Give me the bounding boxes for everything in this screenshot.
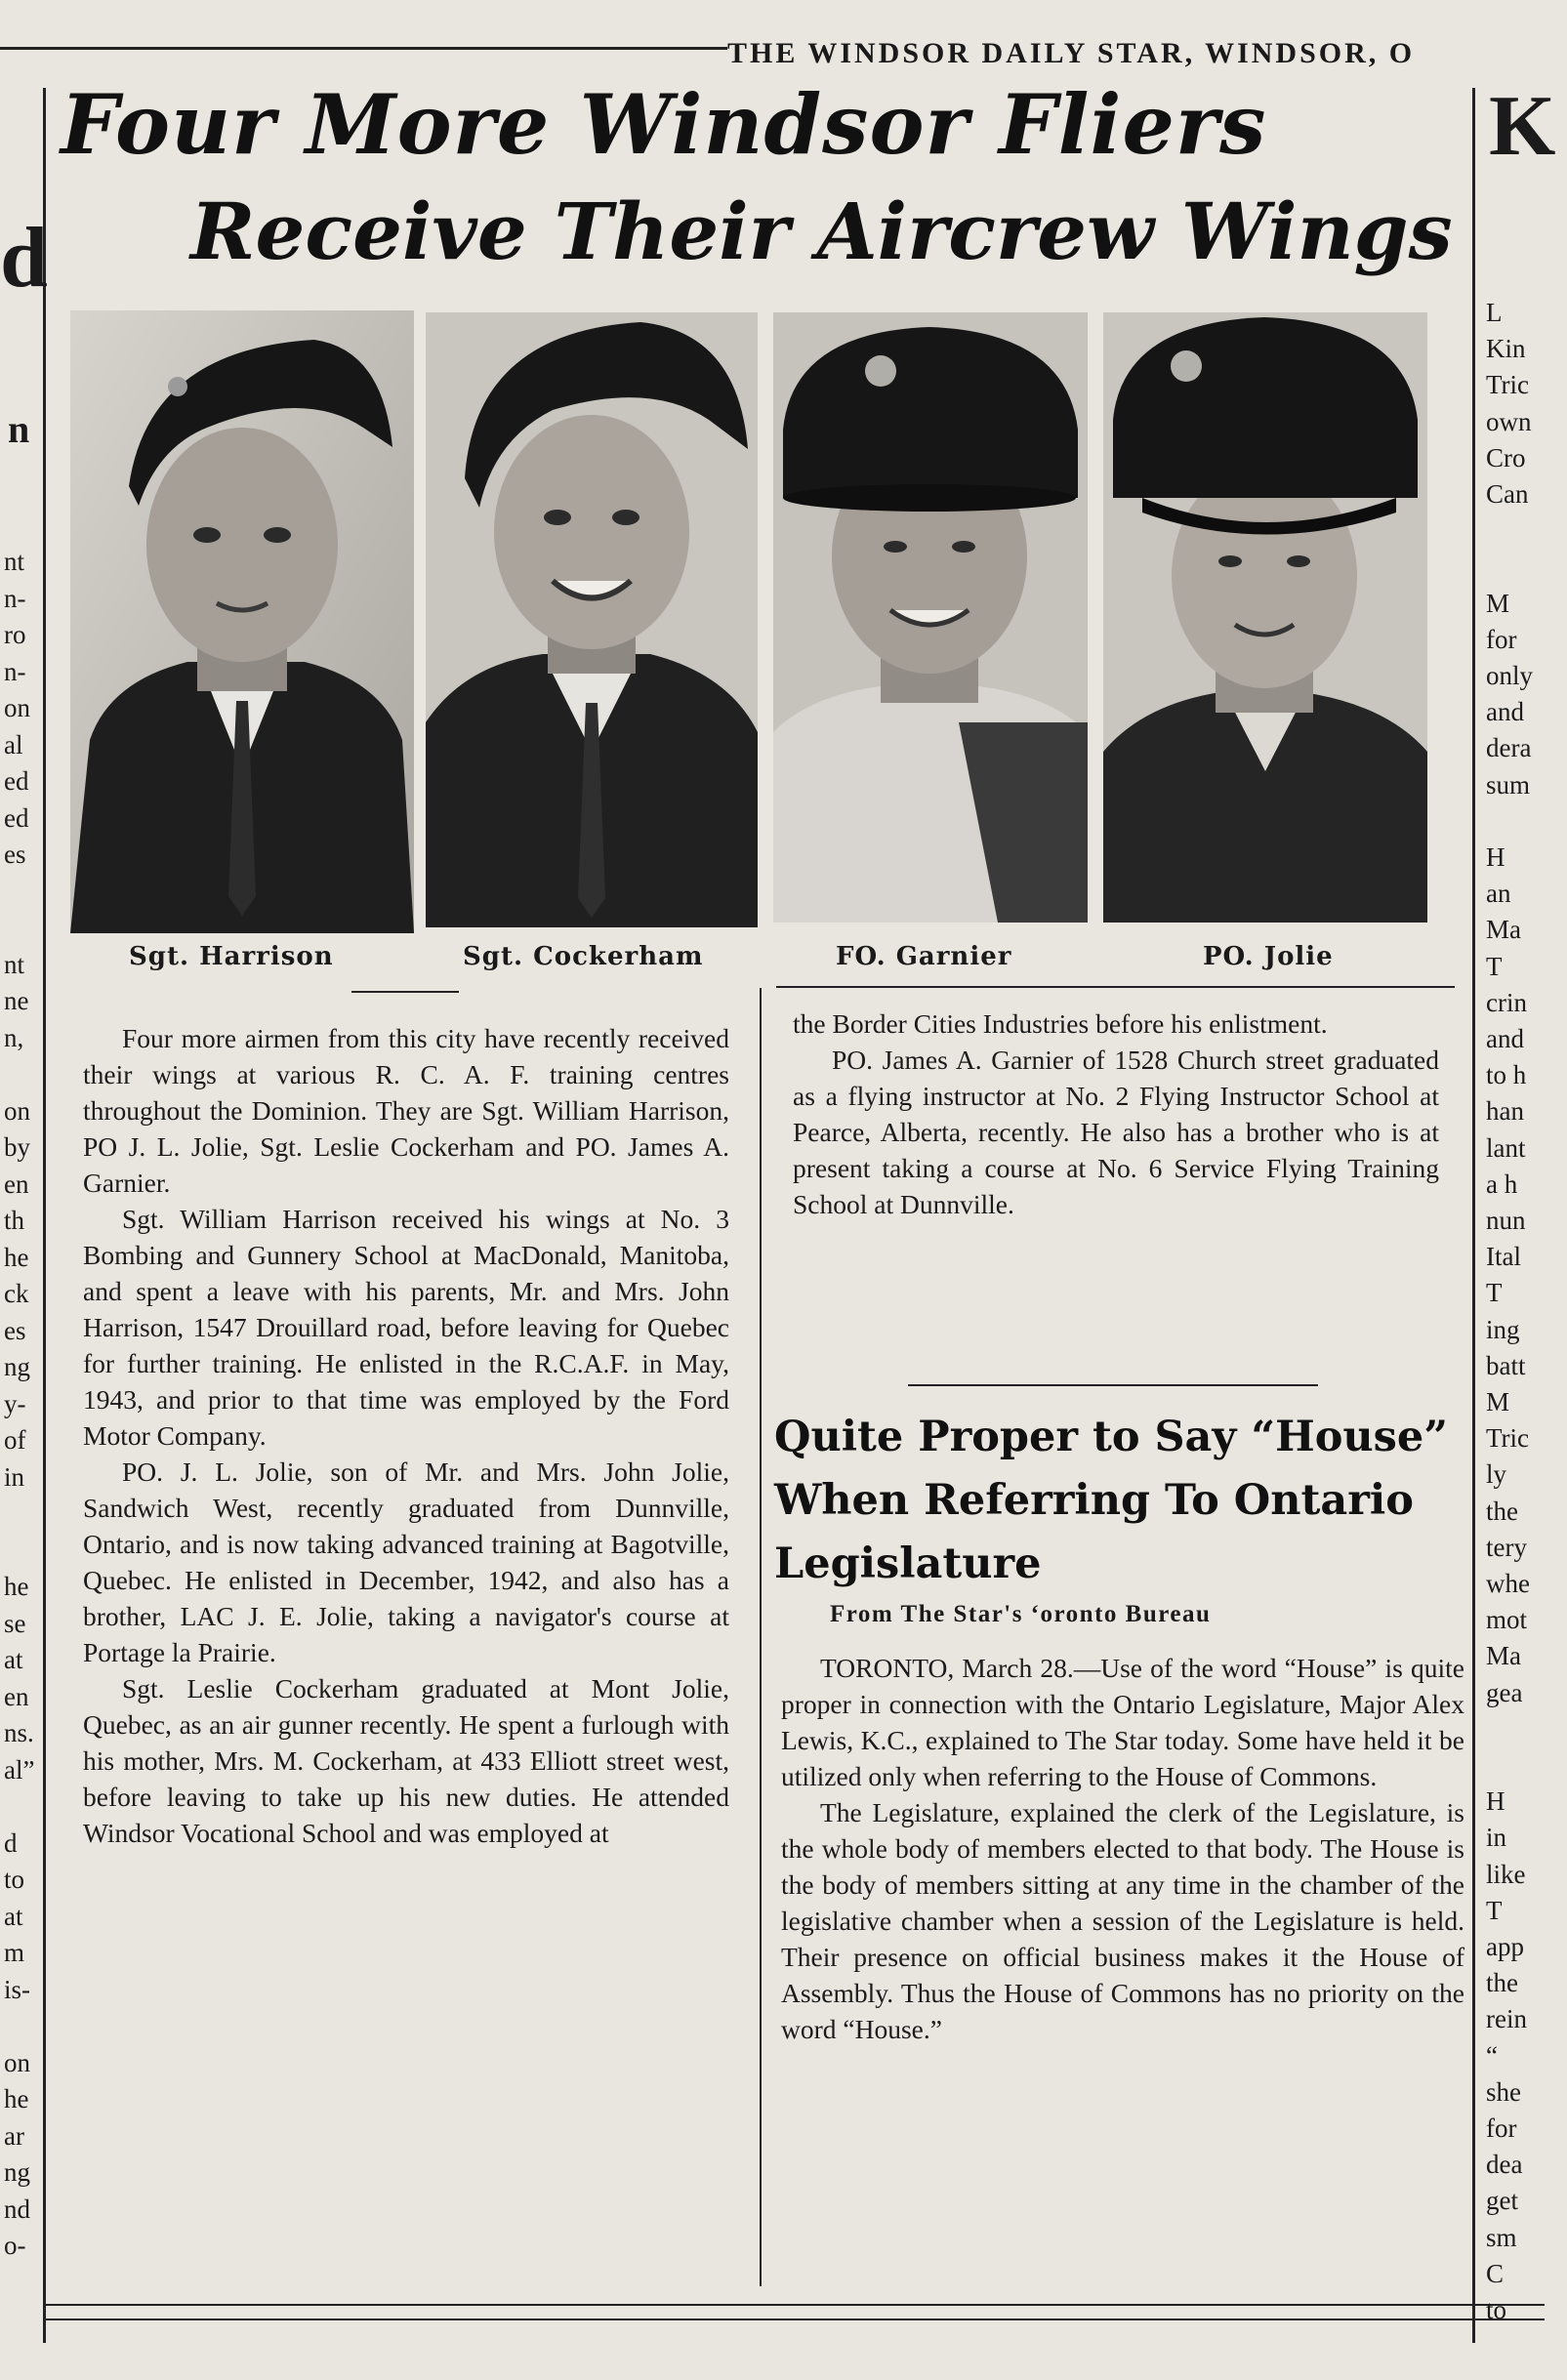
photo-garnier [773, 312, 1088, 923]
column-rule-right [1472, 88, 1475, 2343]
left-edge-fragment: m [4, 1938, 25, 1967]
right-edge-fragment: T [1486, 1278, 1503, 1308]
left-edge-fragment: at [4, 1901, 23, 1931]
left-edge-fragment: by [4, 1132, 30, 1162]
left-edge-fragment: nd [4, 2194, 30, 2224]
right-edge-fragment: in [1486, 1823, 1507, 1853]
second-story-paragraph-1: TORONTO, March 28.—Use of the word “House” is quite proper in connection with the Ontario Legislature, Major Alex Lewis, K.C., explained to The Star today. Some have held it be utilized only when referring to the House of Commons. [781, 1653, 1464, 1791]
right-edge-fragment: Cro [1486, 442, 1526, 472]
right-edge-fragment: tery [1486, 1532, 1527, 1562]
right-edge-fragment: for [1486, 624, 1517, 654]
paragraph-jolie: PO. J. L. Jolie, son of Mr. and Mrs. John Jolie, Sandwich West, recently graduated from Dunnville, Ontario, and is now taking advanced training at Bagotville, Quebec. He enlisted in December, 1942, and also has a brother, LAC J. E. Jolie, taking a navigator's course at Portage la Prairie. [83, 1457, 729, 1667]
caption-cockerham: Sgt. Cockerham [463, 942, 704, 971]
right-edge-fragment: she [1486, 2076, 1521, 2107]
masthead-rule-left [0, 47, 727, 50]
photo-cockerham [426, 312, 758, 927]
left-edge-fragment: al” [4, 1754, 35, 1785]
right-edge-fragment: crin [1486, 987, 1527, 1017]
left-edge-fragment: of [4, 1425, 26, 1455]
right-edge-fragment: like [1486, 1859, 1526, 1889]
left-edge-fragment: nt [4, 949, 25, 979]
left-edge-fragment: in [4, 1461, 25, 1492]
right-edge-fragment: and [1486, 1024, 1524, 1053]
caption-jolie: PO. Jolie [1203, 942, 1334, 971]
left-edge-fragment: on [4, 693, 30, 722]
caption-harrison: Sgt. Harrison [129, 942, 334, 971]
right-edge-fragment: to h [1486, 1060, 1527, 1090]
left-edge-fragment: en [4, 1169, 29, 1199]
right-edge-fragment: mot [1486, 1605, 1528, 1635]
left-edge-fragment: ng [4, 1352, 30, 1381]
second-story-byline: From The Star's ‘oronto Bureau [830, 1601, 1212, 1627]
right-edge-fragment: H [1486, 1786, 1505, 1817]
right-edge-fragment: L [1486, 298, 1503, 327]
right-edge-fragment: for [1486, 2113, 1517, 2143]
right-edge-fragment: H [1486, 842, 1505, 872]
right-edge-fragment: M [1486, 588, 1510, 618]
left-edge-fragment: n- [4, 583, 26, 613]
left-edge-fragment: ed [4, 802, 29, 833]
left-edge-fragment: n, [4, 1022, 24, 1052]
right-edge-fragment: ly [1486, 1459, 1507, 1490]
left-edge-fragment: ne [4, 986, 29, 1015]
right-edge-fragment: “ [1486, 2040, 1498, 2071]
headline-line-2: Receive Their Aircrew Wings [190, 185, 1453, 277]
right-edge-fragment: lant [1486, 1132, 1526, 1163]
right-edge-fragment: sum [1486, 769, 1531, 800]
right-edge-fragment: get [1486, 2186, 1518, 2216]
right-edge-fragment: Ital [1486, 1242, 1521, 1272]
left-edge-fragment: es [4, 1315, 26, 1345]
left-edge-fragment: on [4, 1095, 30, 1126]
right-edge-fragment: an [1486, 879, 1511, 909]
left-edge-fragment: al [4, 729, 23, 759]
paragraph-cockerham-cont: the Border Cities Industries before his enlistment. [793, 1008, 1328, 1039]
left-edge-fragment: ck [4, 1279, 29, 1308]
bottom-rule-1 [43, 2304, 1545, 2306]
caption-rule-right [776, 986, 1455, 988]
left-edge-fragment: is- [4, 1974, 30, 2004]
right-edge-fragment: ing [1486, 1314, 1520, 1344]
left-edge-fragment: y- [4, 1388, 26, 1418]
right-edge-fragment: Ma [1486, 1641, 1521, 1671]
left-edge-fragment: ro [4, 620, 26, 649]
caption-rule-left [351, 991, 459, 993]
left-edge-fragment: nt [4, 547, 25, 576]
left-edge-fragment: on [4, 2047, 30, 2077]
left-edge-fragment: at [4, 1645, 23, 1674]
bottom-rule-2 [43, 2318, 1545, 2320]
paragraph-cockerham: Sgt. Leslie Cockerham graduated at Mont Jolie, Quebec, as an air gunner recently. He spent a furlough with his mother, Mrs. M. Cockerham, at 433 Elliott street west, before leaving to take up his new duties. He attended Windsor Vocational School and was employed at [83, 1673, 729, 1848]
right-edge-fragment: app [1486, 1932, 1524, 1961]
left-edge-fragment: o- [4, 2231, 26, 2260]
right-edge-big-letter: K [1489, 79, 1556, 174]
paragraph-garnier: PO. James A. Garnier of 1528 Church street graduated as a flying instructor at No. 2 Flying Instructor School at Pearce, Alberta, recently. He also has a brother who is at present taking a course at No. 6 Service Flying Training School at Dunnville. [793, 1045, 1439, 1219]
right-edge-fragment: Kin [1486, 334, 1526, 364]
photo-harrison [70, 310, 414, 933]
left-edge-fragment: to [4, 1865, 25, 1894]
right-edge-fragment: batt [1486, 1350, 1526, 1380]
second-story-body [781, 1650, 1464, 2047]
second-story-paragraph-2: The Legislature, explained the clerk of the Legislature, is the whole body of members elected to that body. The House is the body of members sitting at any time in the chamber of the legislative chamber when a session of the Legislature is held. Their presence on official business makes it the House of Assembly. Thus the House of Commons has no priority on the word “House.” [781, 1797, 1464, 2044]
left-edge-fragment: n- [4, 656, 26, 686]
left-edge-fragment: ns. [4, 1718, 34, 1747]
story-separator [908, 1384, 1318, 1386]
right-edge-fragment: whe [1486, 1569, 1530, 1598]
left-edge-fragment: th [4, 1206, 25, 1235]
right-edge-fragment: C [1486, 2258, 1505, 2288]
paragraph-harrison: Sgt. William Harrison received his wings at No. 3 Bombing and Gunnery School at MacDonald, Manitoba, and spent a leave with his parents, Mr. and Mrs. John Harrison, 1547 Drouillard road, before leaving for Quebec for further training. He enlisted in the R.C.A.F. in May, 1943, and prior to that time was employed by the Ford Motor Company. [83, 1204, 729, 1451]
right-edge-fragment: sm [1486, 2222, 1517, 2252]
right-edge-fragment: gea [1486, 1677, 1523, 1707]
left-edge-fragment: se [4, 1608, 26, 1638]
left-edge-fragment: ar [4, 2120, 24, 2151]
right-edge-fragment: only [1486, 661, 1534, 690]
right-edge-fragment: Can [1486, 479, 1529, 509]
column-2-continued [793, 1005, 1439, 1222]
photo-jolie [1103, 312, 1427, 923]
right-edge-fragment: to [1486, 2295, 1507, 2324]
right-edge-fragment: nun [1486, 1206, 1526, 1235]
column-1 [83, 1020, 729, 1851]
left-edge-fragment: d [4, 1827, 18, 1858]
right-edge-fragment: dea [1486, 2150, 1523, 2180]
left-edge-fragment: ng [4, 2157, 30, 2187]
right-edge-fragment: Tric [1486, 370, 1530, 400]
right-edge-fragment: M [1486, 1387, 1510, 1416]
right-edge-fragment: rein [1486, 2004, 1527, 2034]
right-edge-fragment: the [1486, 1968, 1518, 1998]
right-edge-fragment: own [1486, 406, 1532, 436]
right-edge-fragment: dera [1486, 733, 1532, 763]
right-edge-fragment: Tric [1486, 1423, 1530, 1454]
left-edge-fragment: he [4, 1572, 29, 1601]
second-story-headline: Quite Proper to Say “House” When Referring To Ontario Legislature [774, 1413, 1448, 1588]
right-edge-fragment: a h [1486, 1169, 1518, 1199]
left-edge-fragment: es [4, 840, 26, 869]
left-edge-fragment: ed [4, 766, 29, 796]
right-edge-fragment: Ma [1486, 915, 1521, 945]
left-edge-fragment: he [4, 2084, 29, 2113]
right-edge-fragment: and [1486, 697, 1524, 727]
headline-line-1: Four More Windsor Fliers [61, 76, 1267, 173]
right-edge-fragment: the [1486, 1496, 1518, 1526]
paragraph-intro: Four more airmen from this city have recently received their wings at various R. C. A. F. training centres throughout the Dominion. They are Sgt. William Harrison, PO J. L. Jolie, Sgt. Leslie Cockerham and PO. James A. Garnier. [83, 1023, 729, 1198]
left-edge-n: n [8, 407, 30, 451]
column-divider [760, 988, 762, 2286]
column-rule-left [43, 88, 46, 2343]
left-edge-big-letter: d [0, 211, 48, 306]
right-edge-fragment: T [1486, 951, 1503, 981]
left-edge-fragment: he [4, 1242, 29, 1272]
right-edge-fragment: han [1486, 1096, 1524, 1127]
masthead: THE WINDSOR DAILY STAR, WINDSOR, O [727, 37, 1416, 69]
caption-garnier: FO. Garnier [836, 942, 1012, 971]
right-edge-fragment: T [1486, 1895, 1503, 1925]
left-edge-fragment: en [4, 1681, 29, 1711]
